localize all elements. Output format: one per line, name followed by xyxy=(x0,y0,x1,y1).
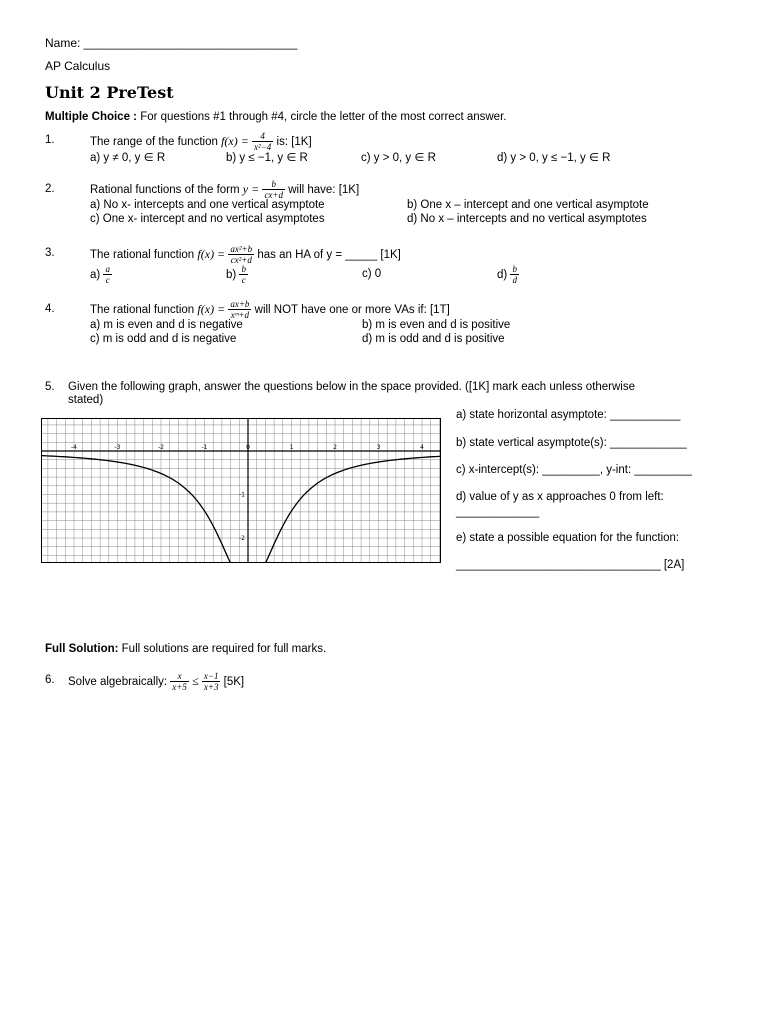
q5-number: 5. xyxy=(45,381,55,393)
q3-frac-num: ax²+b xyxy=(230,244,253,255)
q3-suffix: has an HA of y = _____ [1K] xyxy=(257,249,401,261)
q4-number: 4. xyxy=(45,303,55,315)
course-label: AP Calculus xyxy=(45,59,111,73)
q3-fx: f(x) = xyxy=(197,247,226,261)
q1-suffix: is: [1K] xyxy=(276,136,312,148)
q2-fraction xyxy=(262,179,285,200)
q3-a-den: c xyxy=(105,275,110,286)
x-tick-label: 4 xyxy=(420,444,424,451)
q5-part-a: a) state horizontal asymptote: ___________ xyxy=(456,409,681,421)
q3-option-b-fraction xyxy=(239,264,248,285)
q4-option-a[interactable]: a) m is even and d is negative xyxy=(90,319,243,331)
q6-number: 6. xyxy=(45,674,55,686)
x-tick-label: -1 xyxy=(201,444,208,451)
q3-option-d-fraction xyxy=(510,264,519,285)
q5-text-line2: stated) xyxy=(68,394,104,406)
q2-stem xyxy=(90,178,359,201)
q4-frac-den: xᵐ+d xyxy=(230,310,250,321)
q3-frac-den: cx²+d xyxy=(230,255,252,266)
mc-instruction-text: For questions #1 through #4, circle the letter of the most correct answer. xyxy=(140,111,507,123)
q1-frac-den: x²−4 xyxy=(254,142,272,153)
q3-option-b-letter: b) xyxy=(226,269,237,281)
q6-r-den: x+3 xyxy=(203,682,219,693)
q6-stem xyxy=(68,666,244,697)
x-tick-label: 0 xyxy=(246,444,250,451)
name-line: Name: ________________________________ xyxy=(45,36,298,50)
q2-number: 2. xyxy=(45,183,55,195)
q1-option-c[interactable]: c) y > 0, y ∈ R xyxy=(361,152,436,164)
x-tick-label: -2 xyxy=(158,444,164,451)
q2-prefix: Rational functions of the form xyxy=(90,184,240,196)
q1-prefix: The range of the function xyxy=(90,136,218,148)
q3-fraction xyxy=(228,244,254,265)
q2-frac-num: b xyxy=(262,179,285,190)
q4-option-d[interactable]: d) m is odd and d is positive xyxy=(362,333,505,345)
q4-option-c[interactable]: c) m is odd and d is negative xyxy=(90,333,237,345)
q2-option-a[interactable]: a) No x- intercepts and one vertical asymptote xyxy=(90,199,325,211)
q6-operator: ≤ xyxy=(192,674,199,688)
q3-option-d[interactable] xyxy=(497,264,519,286)
q3-option-d-letter: d) xyxy=(497,269,508,281)
full-solution-instructions xyxy=(45,643,326,655)
q2-suffix: will have: [1K] xyxy=(288,184,360,196)
y-tick-label: -1 xyxy=(239,491,245,499)
q1-frac-num: 4 xyxy=(252,131,273,142)
q5-part-c: c) x-intercept(s): _________, y-int: _________ xyxy=(456,464,692,476)
page-title: Unit 2 PreTest xyxy=(45,83,174,102)
x-tick-label: -4 xyxy=(71,444,77,451)
mc-heading: Multiple Choice : xyxy=(45,111,137,123)
q3-d-den: d xyxy=(512,275,517,286)
q3-option-b[interactable] xyxy=(226,264,248,286)
q4-prefix: The rational function xyxy=(90,304,195,316)
q3-option-a-fraction xyxy=(103,264,112,285)
q5-part-d-blank: _____________ xyxy=(456,506,540,518)
x-tick-label: 2 xyxy=(333,444,337,451)
q3-d-num: b xyxy=(512,264,517,275)
q3-option-a[interactable] xyxy=(90,264,112,286)
q1-option-a[interactable]: a) y ≠ 0, y ∈ R xyxy=(90,152,166,164)
q3-b-num: b xyxy=(241,264,246,275)
q2-option-d[interactable]: d) No x – intercepts and no vertical asymptotes xyxy=(407,213,647,225)
q3-number: 3. xyxy=(45,247,55,259)
q4-fx: f(x) = xyxy=(197,302,226,316)
q5-part-e-blank: ________________________________ [2A] xyxy=(456,559,685,571)
x-tick-label: 1 xyxy=(289,444,294,451)
q5-text-line1: Given the following graph, answer the questions below in the space provided. ([1K] mark each unless otherwise xyxy=(68,381,636,393)
q6-suffix: [5K] xyxy=(223,676,245,688)
q4-fraction xyxy=(228,299,251,320)
q6-prefix: Solve algebraically: xyxy=(68,676,168,688)
q6-l-den: x+5 xyxy=(172,682,187,693)
q4-suffix: will NOT have one or more VAs if: [1T] xyxy=(254,304,450,316)
q2-fx: y = xyxy=(242,182,260,196)
mc-instructions xyxy=(45,111,506,123)
q4-frac-num: ax+b xyxy=(230,299,250,310)
q3-option-a-letter: a) xyxy=(90,269,101,281)
full-solution-heading: Full Solution: xyxy=(45,643,119,655)
q5-graph xyxy=(41,418,441,563)
q5-part-b: b) state vertical asymptote(s): ____________ xyxy=(456,437,687,449)
q2-option-b[interactable]: b) One x – intercept and one vertical asymptote xyxy=(407,199,649,211)
q6-r-num: x−1 xyxy=(203,671,219,682)
q2-option-c[interactable]: c) One x- intercept and no vertical asymptotes xyxy=(90,213,325,225)
q1-fx: f(x) = xyxy=(221,134,249,148)
y-tick-label: -2 xyxy=(239,535,245,542)
x-tick-label: 3 xyxy=(376,444,381,451)
q4-option-b[interactable]: b) m is even and d is positive xyxy=(362,319,511,331)
q6-right-fraction xyxy=(202,671,221,692)
q6-left-fraction xyxy=(170,671,189,692)
q5-part-e: e) state a possible equation for the function: xyxy=(456,532,680,544)
q1-option-b[interactable]: b) y ≤ −1, y ∈ R xyxy=(226,152,308,164)
q3-stem xyxy=(90,243,401,266)
q6-l-num: x xyxy=(170,671,189,682)
q3-b-den: c xyxy=(241,275,246,286)
q1-number: 1. xyxy=(45,134,55,146)
q3-a-num: a xyxy=(105,264,110,275)
q2-frac-den: cx+d xyxy=(264,190,283,201)
q5-part-d: d) value of y as x approaches 0 from left: xyxy=(456,491,664,503)
q3-option-c[interactable]: c) 0 xyxy=(362,268,382,280)
q1-option-d[interactable]: d) y > 0, y ≤ −1, y ∈ R xyxy=(497,152,611,164)
x-tick-label: -3 xyxy=(114,444,121,451)
q3-prefix: The rational function xyxy=(90,249,195,261)
q4-stem xyxy=(90,298,450,321)
full-solution-text: Full solutions are required for full marks. xyxy=(121,643,327,655)
